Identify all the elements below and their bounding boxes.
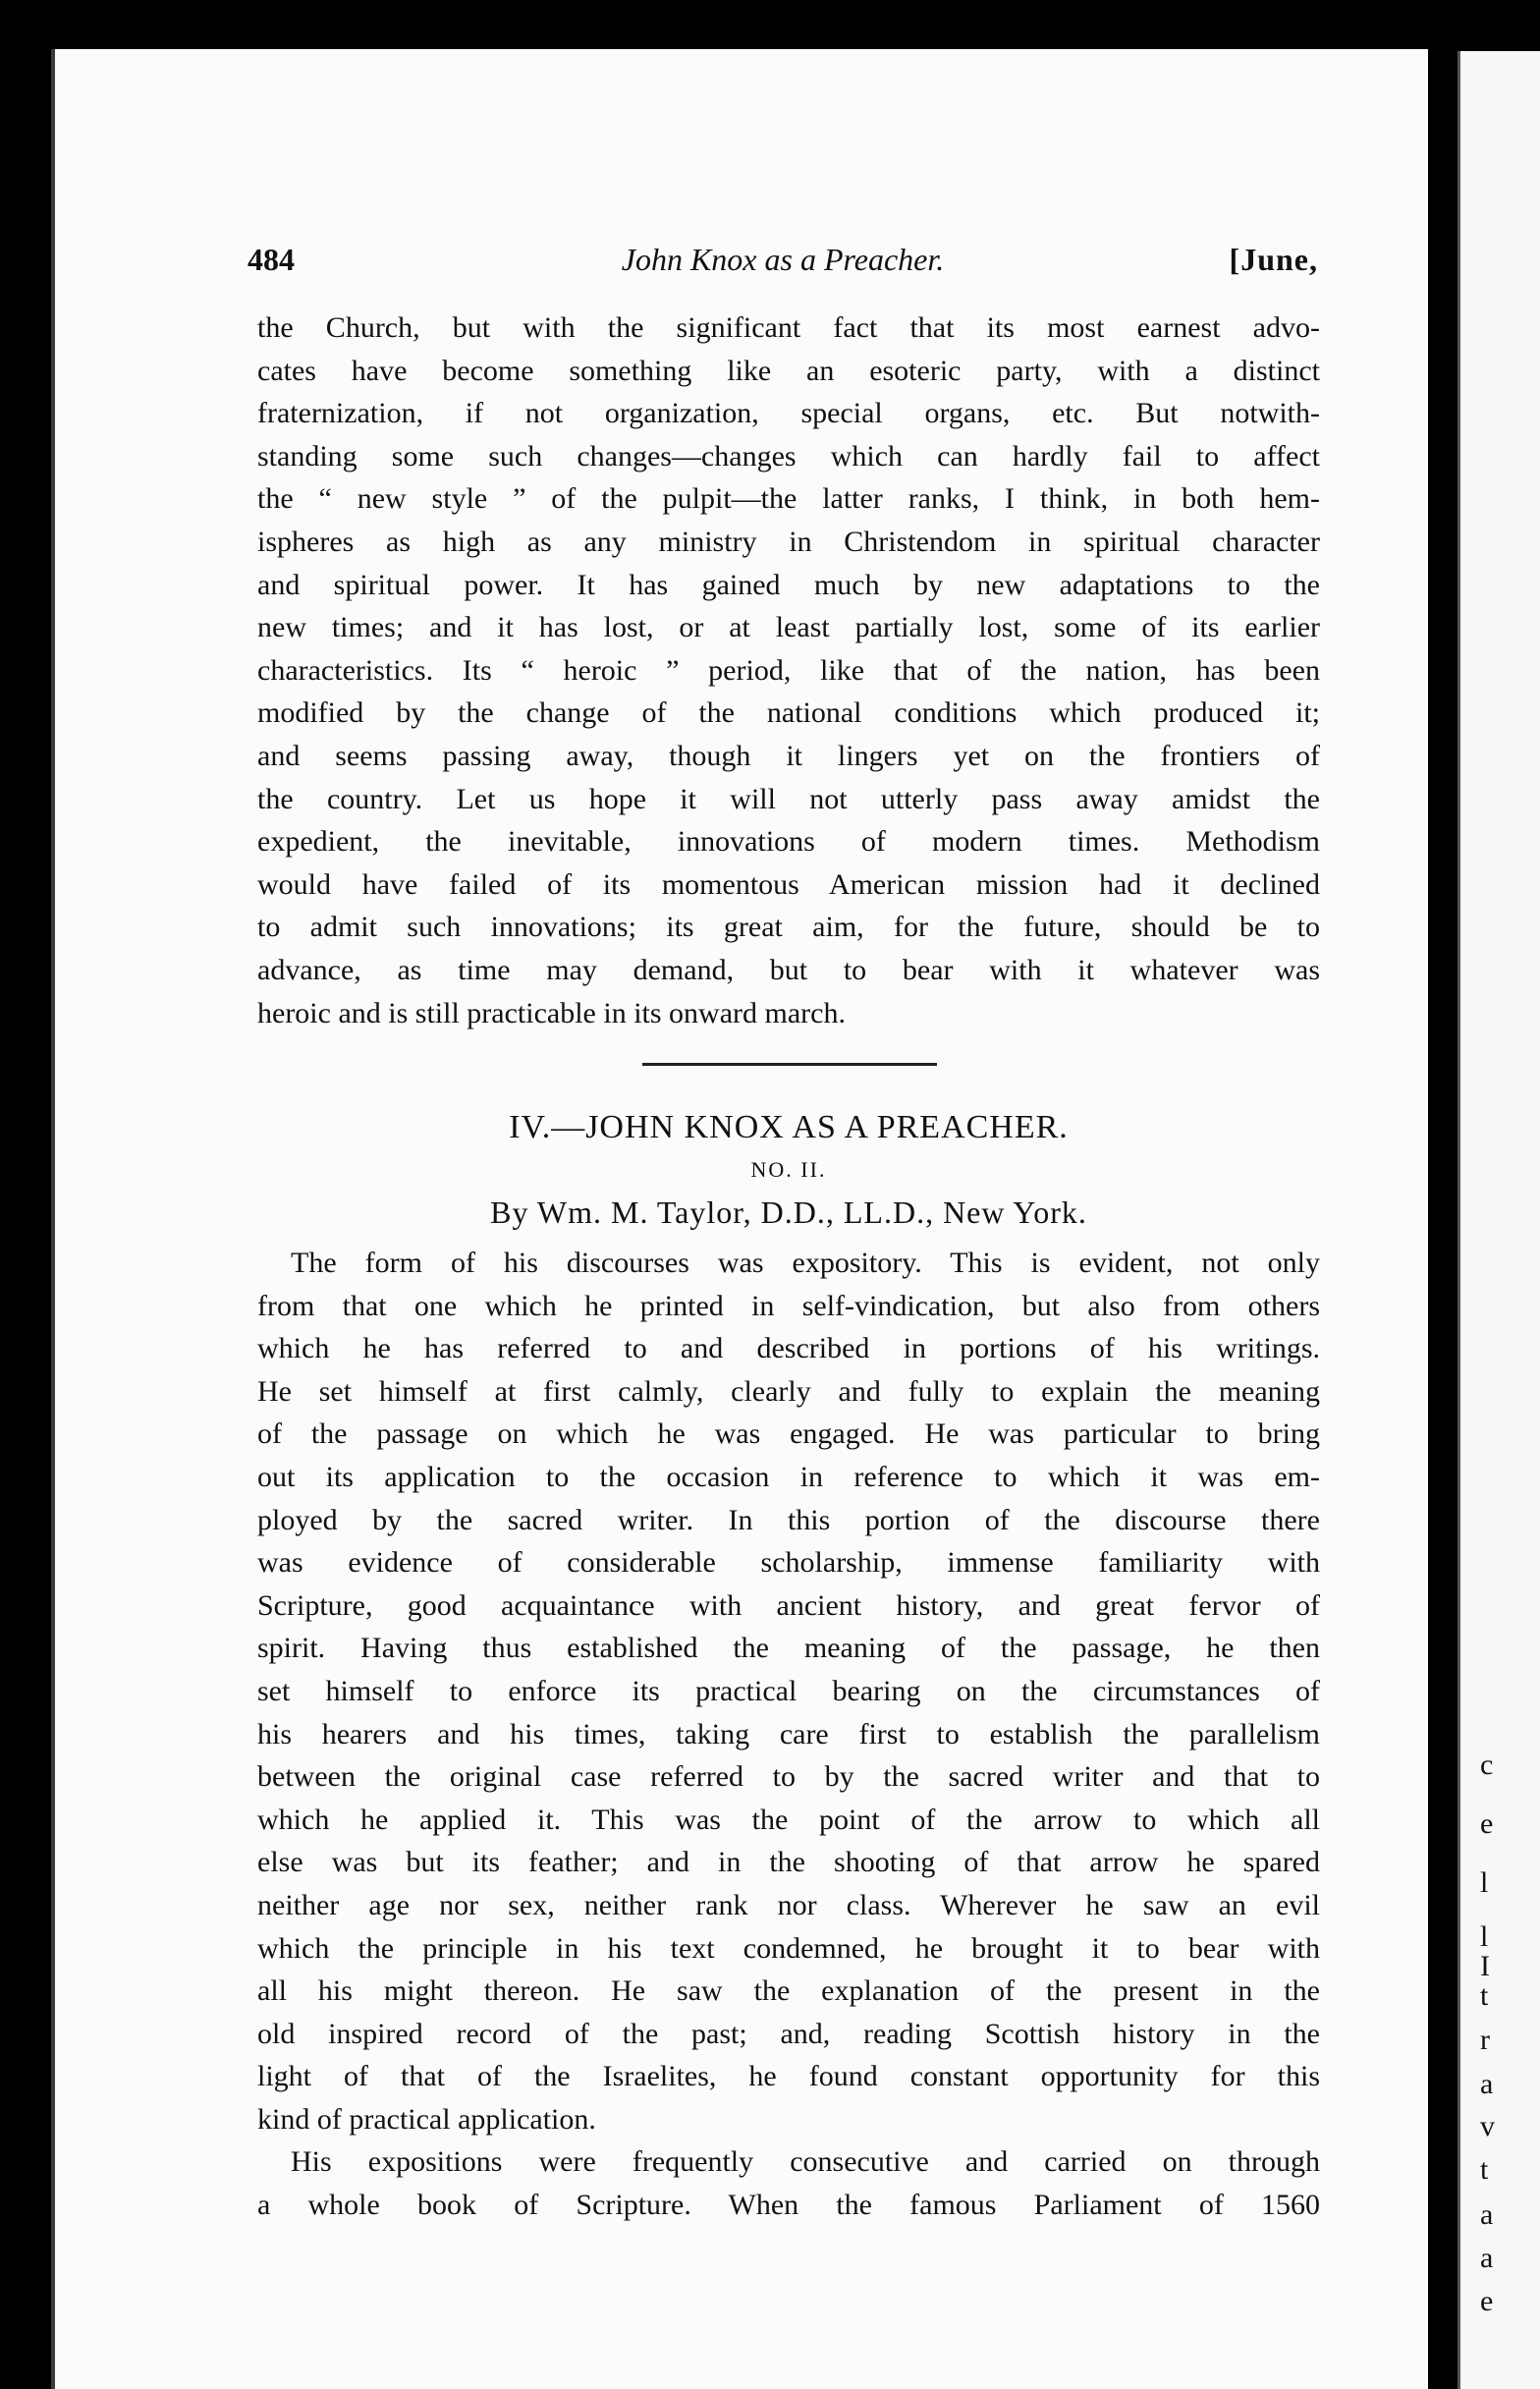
- text-line: heroic and is still practicable in its onward march.: [257, 996, 846, 1029]
- text-line: spirit. Having thus established the meaning of the passage, he then: [257, 1632, 1320, 1665]
- facing-page-letter: l: [1480, 1866, 1489, 1899]
- facing-page-letter: l: [1480, 1920, 1489, 1953]
- facing-page-letter: I: [1480, 1950, 1490, 1982]
- text-line: His expositions were frequently consecutive and carried on through: [291, 2145, 1320, 2179]
- text-line: set himself to enforce its practical bearing on the circumstances of: [257, 1674, 1320, 1707]
- text-line: light of that of the Israelites, he found constant opportunity for this: [257, 2060, 1320, 2093]
- running-title: John Knox as a Preacher.: [621, 242, 945, 277]
- text-line: new times; and it has lost, or at least partially lost, some of its earlier: [257, 611, 1320, 644]
- text-line: else was but its feather; and in the shooting of that arrow he spared: [257, 1846, 1320, 1879]
- text-line: and seems passing away, though it lingers yet on the frontiers of: [257, 739, 1320, 772]
- text-line: out its application to the occasion in reference to which it was em-: [257, 1460, 1320, 1493]
- text-line: which he has referred to and described in portions of his writings.: [257, 1332, 1320, 1365]
- text-line: cates have become something like an esoteric party, with a distinct: [257, 354, 1320, 387]
- facing-page-letter: a: [1480, 2068, 1494, 2100]
- page-number: 484: [248, 242, 295, 277]
- text-line: fraternization, if not organization, special organs, etc. But notwith-: [257, 397, 1320, 430]
- text-line: ployed by the sacred writer. In this portion of the discourse there: [257, 1503, 1320, 1536]
- paragraph-continued: [257, 306, 1320, 1034]
- facing-page-letter: t: [1480, 2153, 1489, 2186]
- facing-page-letter: a: [1480, 2242, 1494, 2274]
- text-line: of the passage on which he was engaged. He was particular to bring: [257, 1417, 1320, 1451]
- text-line: the “ new style ” of the pulpit—the latter ranks, I think, in both hem-: [257, 482, 1320, 516]
- text-line: ispheres as high as any ministry in Christendom in spiritual character: [257, 525, 1320, 558]
- text-line: characteristics. Its “ heroic ” period, like that of the nation, has been: [257, 653, 1320, 687]
- article-byline: By Wm. M. Taylor, D.D., LL.D., New York.: [490, 1194, 1087, 1230]
- text-line: expedient, the inevitable, innovations of modern times. Methodism: [257, 825, 1320, 859]
- running-head: [248, 240, 1318, 279]
- text-line: Scripture, good acquaintance with ancient history, and great fervor of: [257, 1588, 1320, 1622]
- facing-page-letter: c: [1480, 1749, 1494, 1781]
- facing-page-letter: e: [1480, 1807, 1494, 1840]
- text-line: a whole book of Scripture. When the famous Parliament of 1560: [257, 2189, 1320, 2222]
- text-line: neither age nor sex, neither rank nor class. Wherever he saw an evil: [257, 1888, 1320, 1921]
- facing-page-letter: t: [1480, 1979, 1489, 2012]
- text-line: advance, as time may demand, but to bear with it whatever was: [257, 953, 1320, 986]
- text-line: He set himself at first calmly, clearly and fully to explain the meaning: [257, 1374, 1320, 1408]
- facing-page-letter: v: [1480, 2110, 1495, 2142]
- text-line: which the principle in his text condemned, he brought it to bear with: [257, 1931, 1320, 1965]
- text-line: and spiritual power. It has gained much by new adaptations to the: [257, 568, 1320, 601]
- text-line: would have failed of its momentous American mission had it declined: [257, 867, 1320, 901]
- facing-page-edge: [1458, 51, 1540, 2389]
- text-line: The form of his discourses was expository. This is evident, not only: [291, 1247, 1320, 1279]
- facing-page-letter: a: [1480, 2198, 1494, 2231]
- text-line: old inspired record of the past; and, reading Scottish history in the: [257, 2017, 1320, 2050]
- text-line: between the original case referred to by the sacred writer and that to: [257, 1760, 1320, 1794]
- article-title: IV.—JOHN KNOX AS A PREACHER.: [509, 1109, 1069, 1145]
- text-line: kind of practical application.: [257, 2102, 596, 2136]
- running-month: [June,: [1229, 242, 1318, 277]
- article-number: NO. II.: [750, 1157, 827, 1182]
- text-line: to admit such innovations; its great aim, for the future, should be to: [257, 911, 1320, 944]
- text-line: which he applied it. This was the point of the arrow to which all: [257, 1803, 1320, 1836]
- text-line: was evidence of considerable scholarship, immense familiarity with: [257, 1546, 1320, 1580]
- article-body: [257, 1242, 1320, 2227]
- text-line: the Church, but with the significant fact that its most earnest advo-: [257, 311, 1320, 344]
- text-line: the country. Let us hope it will not utterly pass away amidst the: [257, 782, 1320, 815]
- text-line: standing some such changes—changes which can hardly fail to affect: [257, 439, 1320, 472]
- text-line: all his might thereon. He saw the explanation of the present in the: [257, 1974, 1320, 2008]
- text-line: modified by the change of the national conditions which produced it;: [257, 696, 1320, 730]
- facing-page-letter: r: [1480, 2024, 1490, 2056]
- text-line: from that one which he printed in self-vindication, but also from others: [257, 1289, 1320, 1322]
- section-divider: [642, 1063, 937, 1066]
- text-line: his hearers and his times, taking care first to establish the parallelism: [257, 1717, 1320, 1750]
- facing-page-letter: e: [1480, 2285, 1494, 2317]
